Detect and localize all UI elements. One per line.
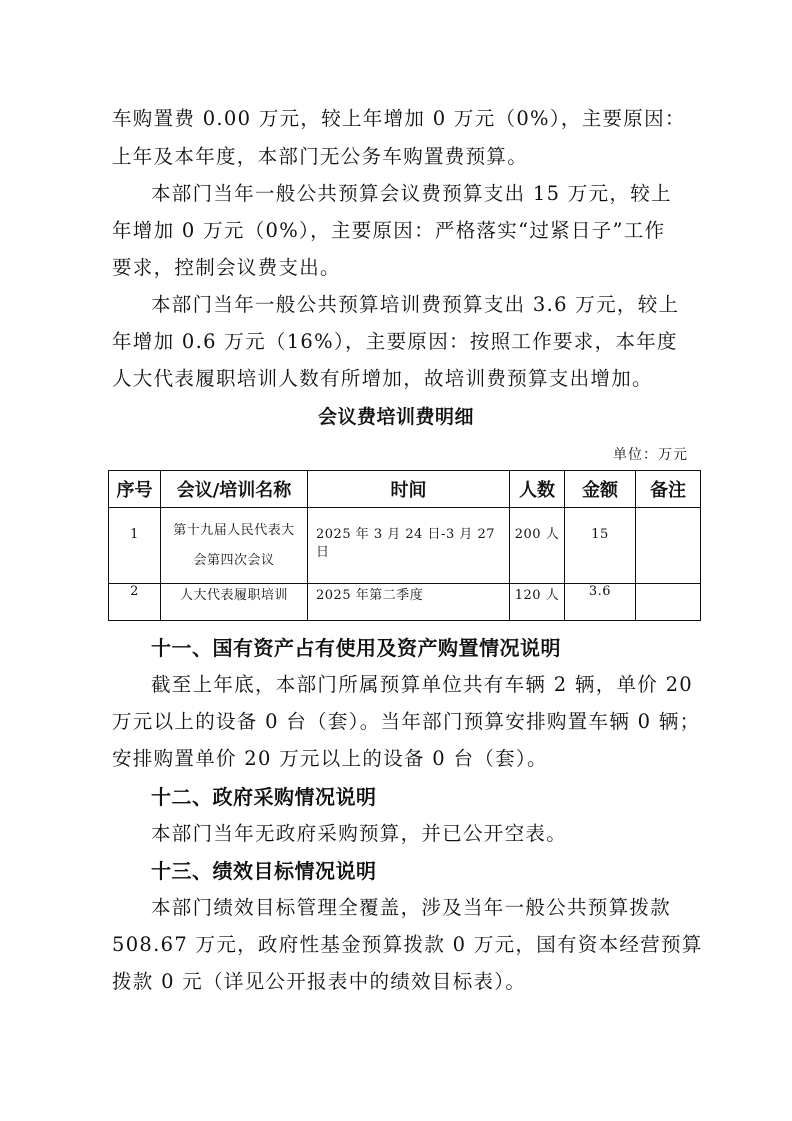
paragraph-line: 车购置费 0.00 万元，较上年增加 0 万元（0%），主要原因： (112, 107, 686, 130)
paragraph-line: 本部门当年无政府采购预算，并已公开空表。 (151, 822, 568, 845)
table-row (109, 508, 701, 584)
table-unit: 单位：万元 (613, 447, 688, 463)
cell-note (636, 584, 701, 621)
cell-time: 2025 年 3 月 24 日-3 月 27 日 (308, 508, 510, 584)
paragraph-line: 截至上年底，本部门所属预算单位共有车辆 2 辆，单价 20 (151, 673, 694, 696)
cell-name: 人大代表履职培训 (161, 584, 308, 621)
paragraph-line: 本部门当年一般公共预算会议费预算支出 15 万元，较上 (151, 182, 672, 205)
paragraph-line: 要求，控制会议费支出。 (112, 256, 341, 279)
paragraph-line: 本部门当年一般公共预算培训费预算支出 3.6 万元，较上 (151, 293, 680, 316)
paragraph-line: 上年及本年度，本部门无公务车购置费预算。 (112, 145, 529, 168)
cell-time: 2025 年第二季度 (308, 584, 510, 621)
table-title: 会议费培训费明细 (317, 406, 474, 428)
paragraph-line: 年增加 0 万元（0%），主要原因：严格落实“过紧日子”工作 (112, 219, 666, 242)
paragraph-line: 年增加 0.6 万元（16%），主要原因：按照工作要求，本年度 (112, 330, 678, 353)
table-row (109, 584, 701, 621)
section-heading: 十一、国有资产占有使用及资产购置情况说明 (151, 636, 561, 660)
paragraph-line: 本部门绩效目标管理全覆盖，涉及当年一般公共预算拨款 (151, 896, 672, 919)
section-heading: 十三、绩效目标情况说明 (151, 859, 377, 883)
cell-note (636, 508, 701, 584)
header-name: 会议/培训名称 (161, 471, 308, 508)
cell-people: 200 人 (510, 508, 565, 584)
paragraph-line: 安排购置单价 20 万元以上的设备 0 台（套）。 (112, 747, 548, 770)
header-time: 时间 (308, 471, 510, 508)
section-heading: 十二、政府采购情况说明 (151, 785, 377, 809)
header-amount: 金额 (565, 471, 636, 508)
header-people: 人数 (510, 471, 565, 508)
table-header-row (109, 471, 701, 508)
paragraph-line: 人大代表履职培训人数有所增加，故培训费预算支出增加。 (112, 367, 653, 390)
cell-people: 120 人 (510, 584, 565, 621)
paragraph-line: 万元以上的设备 0 台（套）。当年部门预算安排购置车辆 0 辆； (112, 710, 701, 733)
paragraph-line: 508.67 万元，政府性基金预算拨款 0 万元，国有资本经营预算 (112, 933, 703, 956)
cell-name-line: 会第四次会议 (193, 553, 275, 568)
cell-name-line: 第十九届人民代表大 (173, 523, 295, 538)
cell-no: 2 (109, 584, 161, 621)
meeting-training-table (108, 470, 701, 621)
cell-amount: 15 (565, 508, 636, 584)
cell-no: 1 (109, 508, 161, 584)
header-note: 备注 (636, 471, 701, 508)
cell-amount: 3.6 (565, 584, 636, 621)
cell-name (161, 508, 308, 584)
header-no: 序号 (109, 471, 161, 508)
paragraph-line: 拨款 0 元（详见公开报表中的绩效目标表）。 (112, 970, 527, 993)
